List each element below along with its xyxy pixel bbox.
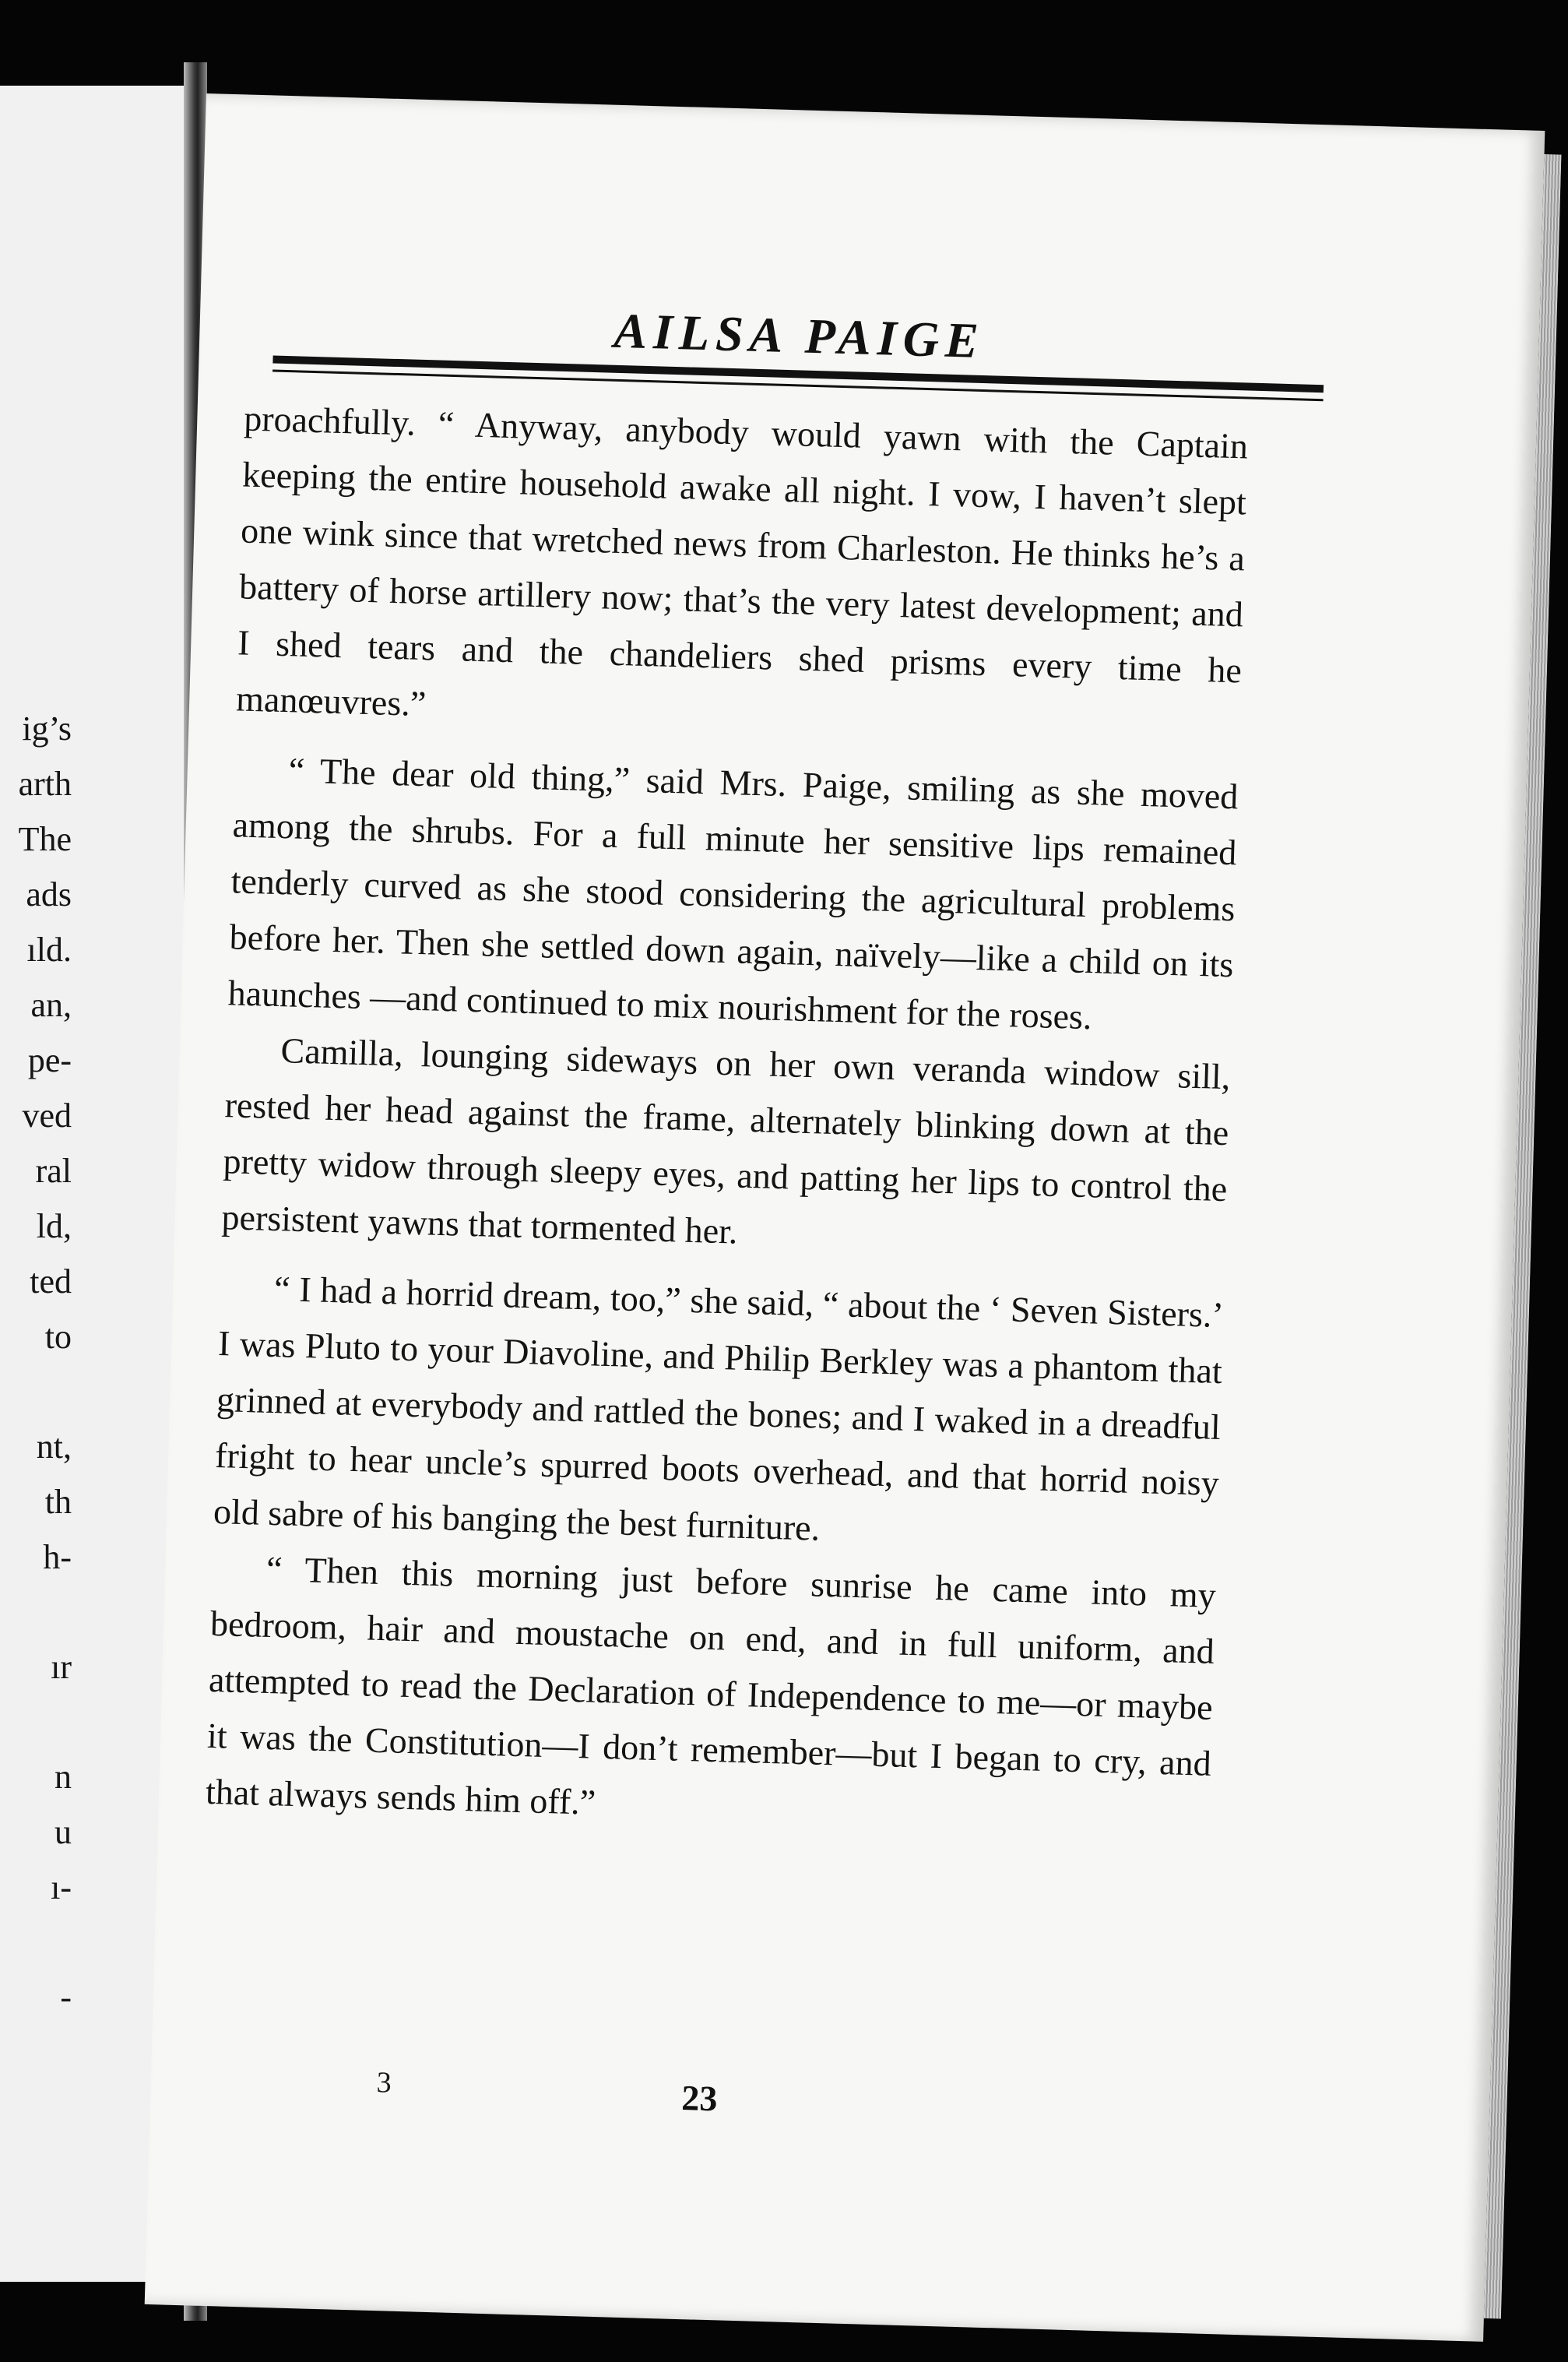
left-fragment: arth: [18, 765, 72, 803]
page-edge-stack: [1484, 154, 1562, 2319]
left-fragment: The: [18, 820, 72, 858]
signature-mark: 3: [376, 2066, 392, 2100]
running-head: AILSA PAIGE: [613, 302, 986, 369]
left-fragment: ig’s: [22, 709, 72, 748]
paragraph: “ I had a horrid dream, too,” she said, “ about the ‘ Seven Sisters.’ I was Pluto to your Diavoline, and Philip Berkley was a phantom that grinned at everybody and rattled the bones; and I waked in a dreadful fright to hear uncle’s spurred boots overhead, and that horrid noisy old sabre of his banging the best furniture.: [213, 1269, 1225, 1548]
page-header: [272, 290, 1325, 402]
left-fragment: ted: [30, 1262, 72, 1301]
left-fragment: -: [60, 1978, 72, 2016]
page-footer: [196, 2061, 1202, 2151]
paragraph: proachfully. “ Anyway, anybody would yawn with the Captain keeping the entire household awake all night. I vow, I haven’t slept one wink since that wretched news from Charleston. He thinks he’s a battery of horse artillery now; that’s the very latest development; and I shed tears and the chandeliers shed prisms every time he manœuvres.”: [235, 398, 1249, 724]
right-page: [145, 93, 1545, 2342]
left-fragment: ved: [22, 1097, 72, 1135]
left-fragment: h-: [43, 1538, 72, 1576]
left-fragment: u: [54, 1813, 72, 1851]
left-fragment: ıld.: [26, 931, 72, 969]
paragraph: Camilla, lounging sideways on her own veranda window sill, rested her head against the frame, alternately blinking down at the pretty widow through sleepy eyes, and patting her lips to control the persistent yawns that tormented her.: [221, 1030, 1231, 1251]
left-fragment: ld,: [36, 1207, 72, 1245]
left-fragment: to: [44, 1318, 72, 1356]
left-fragment: an,: [30, 986, 72, 1024]
body-text: [205, 391, 1249, 1848]
left-fragment: nt,: [36, 1427, 72, 1466]
left-fragment: ır: [51, 1648, 72, 1686]
left-fragment: ı-: [51, 1868, 72, 1906]
left-fragment: th: [44, 1483, 72, 1521]
left-fragment: pe-: [27, 1041, 72, 1079]
left-fragment: n: [54, 1758, 72, 1796]
page-number: 23: [680, 2078, 719, 2119]
left-fragment: ral: [35, 1152, 72, 1190]
paragraph: “ The dear old thing,” said Mrs. Paige, smiling as she moved among the shrubs. For a full minute her sensitive lips remained tenderly curved as she stood considering the agricultural problems before her. Then she settled down again, naïvely—like a child on its haunches —and continued to mix nourishment for the roses.: [227, 750, 1239, 1037]
left-fragment: ads: [26, 875, 72, 913]
paragraph: “ Then this morning just before sunrise he came into my bedroom, hair and moustache on end, and in full uniform, and attempted to read the Declaration of Independence to me—or maybe it was the Constitution—I don’t remember—but I began to cry, and that always sends him off.”: [205, 1548, 1217, 1822]
